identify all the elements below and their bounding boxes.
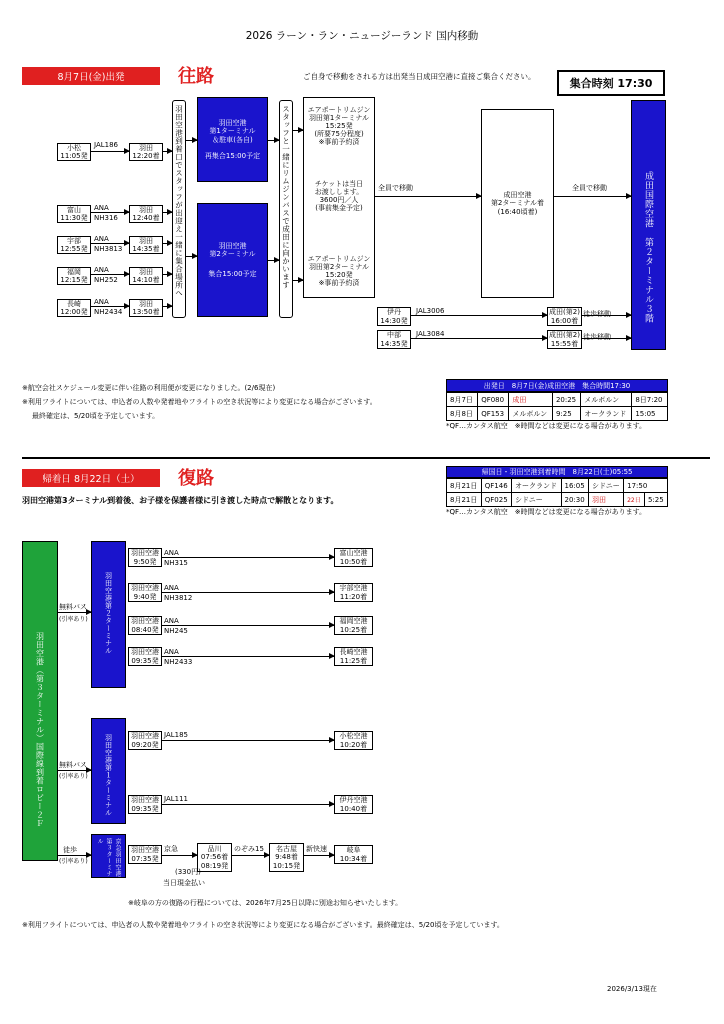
rail-stop: 岐阜 10:34着 <box>334 845 373 864</box>
flight-number: NH2433 <box>164 658 193 666</box>
rail-stop: 名古屋 9:48着 10:15発 <box>269 843 304 872</box>
flight-airline: JAL185 <box>164 731 188 739</box>
return-t1-box: 羽田空港第１ターミナル <box>91 718 126 824</box>
flight-number: NH316 <box>94 214 118 222</box>
table-row: 8月21日 QF025 シドニー 20:30 羽田 22日 5:25 <box>447 493 668 507</box>
table-header: 帰国日・羽田空港到着時間 8月22日(土)05:55 <box>446 466 668 478</box>
rail-stop: 羽田空港 07:35発 <box>128 845 162 864</box>
flight-number: NH3813 <box>94 245 123 253</box>
return-heading: 復路 <box>178 468 214 489</box>
list-item: 羽田空港 09:35発 <box>128 647 162 666</box>
table-row: 8月8日 QF153 メルボルン 9:25 オークランド 15:05 <box>447 407 668 421</box>
flight-airline: ANA <box>94 204 109 212</box>
section-divider <box>22 457 710 459</box>
narita-intl-box: 成田国際空港 第２ターミナル３階 <box>631 100 666 350</box>
list-item: 羽田 12:40着 <box>129 205 163 223</box>
return-t3-box: 京急羽田空港第３ターミナル <box>91 834 126 878</box>
rail-line: 京急 <box>164 845 178 853</box>
rail-line: のぞみ15 <box>234 845 264 853</box>
transfer-sublabel: (引率あり) <box>59 858 88 865</box>
outbound-note: ご自身で移動をされる方は出発当日成田空港に直接ご集合ください。 <box>303 72 536 81</box>
flight-airline: JAL186 <box>94 141 118 149</box>
chubu-origin: 中部 14:35発 <box>377 330 411 349</box>
transfer-label: 無料バス <box>59 603 87 611</box>
transfer-label: 徒歩 <box>63 846 77 854</box>
rail-stop: 品川 07:56着 08:19発 <box>197 843 232 872</box>
flight-number: NH245 <box>164 627 188 635</box>
outbound-heading: 往路 <box>178 66 214 87</box>
list-item: 小松空港 10:20着 <box>334 731 373 750</box>
limo-t2: エアポートリムジン 羽田第2ターミナル 15:20発 ※事前予約済 <box>307 255 371 288</box>
list-item: 宇部 12:55発 <box>57 236 91 254</box>
table-footnote: *QF…カンタス航空 ※時間などは変更になる場合があります。 <box>446 422 647 430</box>
transfer-label: 無料バス <box>59 761 87 769</box>
return-note: 羽田空港第3ターミナル到着後、お子様を保護者様に引き渡した時点で解散となります。 <box>22 496 339 505</box>
flight-number: JAL3084 <box>416 330 445 338</box>
walk-label: 徒歩移動 <box>583 333 611 341</box>
walk-label: 徒歩移動 <box>583 310 611 318</box>
list-item: 羽田空港 09:20発 <box>128 731 162 750</box>
list-item: 羽田 13:50着 <box>129 299 163 317</box>
staff-limo-box: スタッフと一緒にリムジンバスで成田に向かいます <box>279 100 293 318</box>
limousine-box <box>303 97 375 298</box>
flight-airline: ANA <box>94 235 109 243</box>
flight-airline: JAL111 <box>164 795 188 803</box>
gifu-note: ※岐阜の方の復路の行程については、2026年7月25日以降に別途お知らせいたします。 <box>128 899 403 907</box>
flight-number: NH315 <box>164 559 188 567</box>
rail-fare: (330円) <box>175 868 201 876</box>
page-title: 2026 ラーン・ラン・ニュージーランド 国内移動 <box>245 30 479 42</box>
flight-number: NH2434 <box>94 308 123 316</box>
narita-t2-box: 成田空港 第2ターミナル着 (16:40頃着) <box>481 109 554 298</box>
flight-airline: ANA <box>164 549 179 557</box>
table-header: 出発日 8月7日(金)成田空港 集合時間17:30 <box>446 379 668 392</box>
flight-airline: ANA <box>94 298 109 306</box>
flight-airline: ANA <box>94 266 109 274</box>
list-item: 小松 11:05発 <box>57 143 91 161</box>
list-item: 羽田空港 9:50発 <box>128 548 162 567</box>
list-item: 羽田 12:20着 <box>129 143 163 161</box>
flight-airline: ANA <box>164 584 179 592</box>
flight-airline: ANA <box>164 617 179 625</box>
flight-number: NH252 <box>94 276 118 284</box>
arrival-lobby-box: 羽田空港（第３ターミナル）国際線到着ロビー２Ｆ <box>22 541 58 861</box>
outbound-intl-table <box>446 379 668 430</box>
table-footnote: *QF…カンタス航空 ※時間などは変更になる場合があります。 <box>446 508 647 516</box>
notice-line: ※航空会社スケジュール変更に伴い往路の利用便が変更になりました。(2/6現在) <box>22 384 276 392</box>
transfer-sublabel: (引率あり) <box>59 773 88 780</box>
itami-origin: 伊丹 14:30発 <box>377 307 411 326</box>
rail-line: 新快速 <box>306 845 327 853</box>
list-item: 福岡 12:15発 <box>57 267 91 285</box>
list-item: 宇部空港 11:20着 <box>334 583 373 602</box>
staff-greeting-box: 羽田空港到着口でスタッフが出迎え一緒に集合場所へ <box>172 100 186 318</box>
haneda-t2-box: 羽田空港 第2ターミナル 集合15:00予定 <box>197 203 268 317</box>
return-notice: ※利用フライトについては、申込者の人数や発着地やフライトの空き状況等により変更になる場合がございます。最終確定は、5/20頃を予定しています。 <box>22 921 504 929</box>
return-intl-table <box>446 466 668 516</box>
move-all-label: 全員で移動 <box>572 184 607 192</box>
table-row: 8月21日 QF146 オークランド 16:05 シドニー 17:50 <box>447 479 668 493</box>
footer-date: 2026/3/13現在 <box>607 985 657 993</box>
list-item: 羽田空港 08:40発 <box>128 616 162 635</box>
list-item: 羽田空港 9:40発 <box>128 583 162 602</box>
haneda-t1-box: 羽田空港 第1ターミナル ＆駐車(各自) 再集合15:00予定 <box>197 97 268 182</box>
list-item: 長崎 12:00発 <box>57 299 91 317</box>
outbound-date-badge: 8月7日(金)出発 <box>22 67 160 85</box>
notice-line: 最終確定は、5/20頃を予定しています。 <box>32 412 160 420</box>
flight-number: JAL3006 <box>416 307 445 315</box>
return-date-badge: 帰着日 8月22日（土） <box>22 469 160 487</box>
table-row: 8月7日 QF080 成田 20:25 メルボルン 8日7:20 <box>447 393 668 407</box>
list-item: 富山 11:30発 <box>57 205 91 223</box>
flight-airline: ANA <box>164 648 179 656</box>
ticket-note: チケットは当日 お渡しします。 3600円／人 (事前集金予定) <box>314 180 364 213</box>
move-all-label: 全員で移動 <box>378 184 413 192</box>
limo-t1: エアポートリムジン 羽田第1ターミナル 15:25発 (所要75分程度) ※事前予約済 <box>307 106 371 147</box>
list-item: 福岡空港 10:25着 <box>334 616 373 635</box>
notice-line: ※利用フライトについては、申込者の人数や発着地やフライトの空き状況等により変更になる場合がございます。 <box>22 398 377 406</box>
list-item: 羽田空港 09:35発 <box>128 795 162 814</box>
return-t2-box: 羽田空港第２ターミナル <box>91 541 126 688</box>
list-item: 羽田 14:10着 <box>129 267 163 285</box>
list-item: 長崎空港 11:25着 <box>334 647 373 666</box>
meeting-time-box: 集合時刻 17:30 <box>557 70 665 96</box>
flight-number: NH3812 <box>164 594 193 602</box>
list-item: 羽田 14:35着 <box>129 236 163 254</box>
transfer-sublabel: (引率あり) <box>59 616 88 623</box>
itami-arrival: 成田(第2) 16:00着 <box>547 307 582 326</box>
list-item: 伊丹空港 10:40着 <box>334 795 373 814</box>
list-item: 富山空港 10:50着 <box>334 548 373 567</box>
rail-payment: 当日現金払い <box>163 879 205 887</box>
chubu-arrival: 成田(第2) 15:55着 <box>547 330 582 349</box>
